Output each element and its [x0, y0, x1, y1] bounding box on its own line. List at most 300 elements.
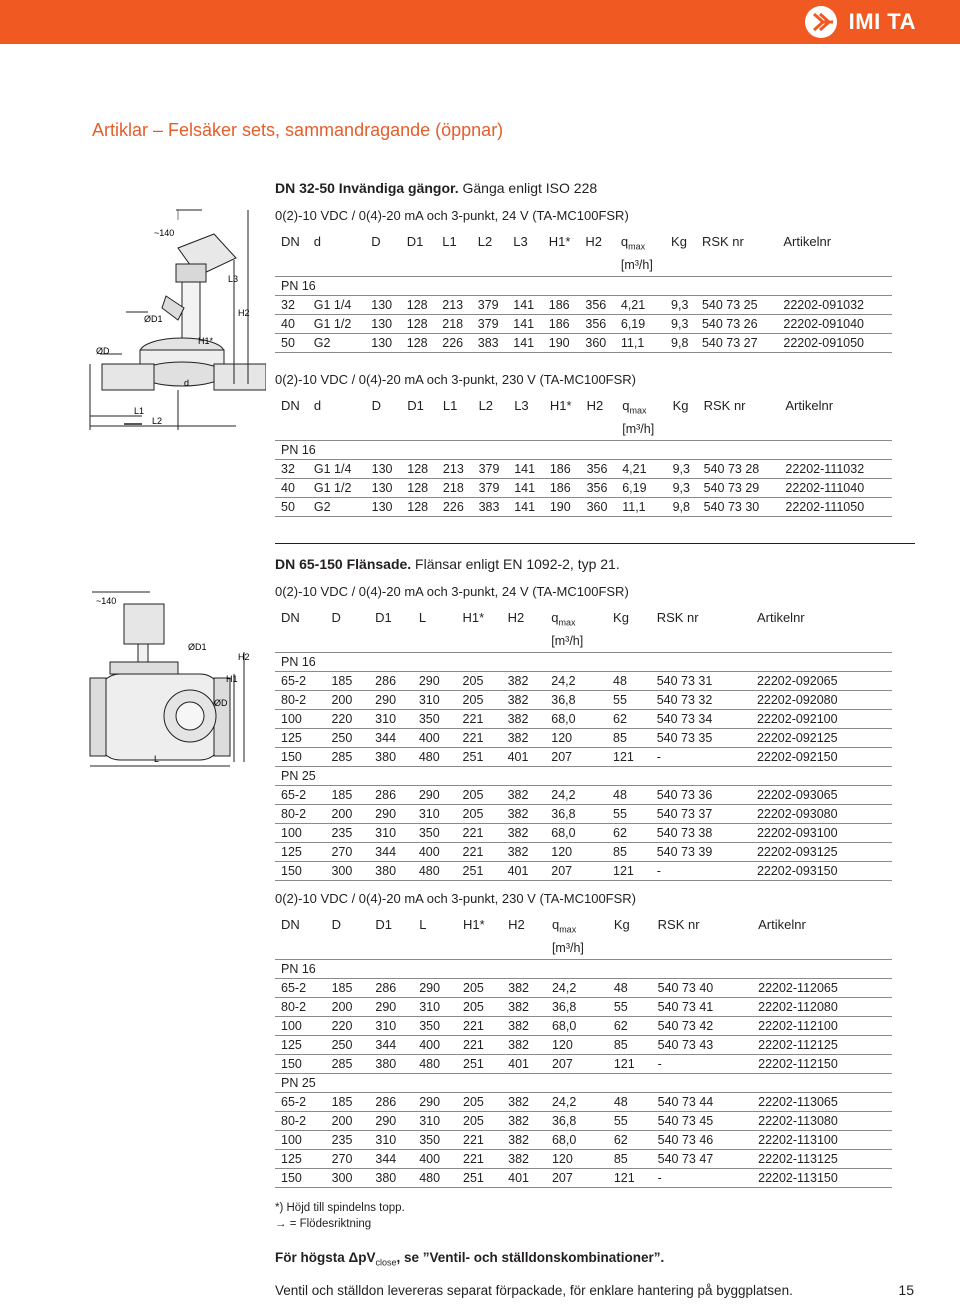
table-cell: 540 73 39	[651, 842, 751, 861]
table-cell: 480	[413, 861, 457, 880]
spec-table-threaded-24v	[275, 233, 892, 353]
column-header: H1*	[548, 234, 571, 249]
table-cell: 383	[473, 497, 509, 516]
table-row	[275, 804, 892, 823]
table-cell: 382	[502, 690, 546, 709]
column-header: L1	[442, 398, 458, 413]
table-cell: 401	[502, 861, 546, 880]
table-cell: 220	[326, 1016, 370, 1035]
table-cell: 380	[369, 1168, 413, 1187]
table-cell: 62	[607, 823, 651, 842]
column-header: Artikelnr	[758, 917, 806, 932]
table-cell: 85	[607, 842, 651, 861]
pressure-class-row	[275, 276, 892, 295]
table-cell: 68,0	[545, 709, 607, 728]
table-cell: 22202-113150	[752, 1168, 892, 1187]
table-cell: 226	[437, 497, 473, 516]
table-cell: 130	[365, 314, 401, 333]
table-cell: 6,19	[615, 314, 665, 333]
table-cell: 400	[413, 842, 457, 861]
table-cell: 22202-112150	[752, 1054, 892, 1073]
table-cell: 401	[502, 1168, 546, 1187]
table-cell: 379	[472, 314, 508, 333]
table-cell: 380	[369, 861, 413, 880]
table-cell: 221	[457, 709, 502, 728]
table-row	[275, 861, 892, 880]
table-cell: 221	[457, 1016, 502, 1035]
column-header: Kg	[671, 234, 687, 249]
table-cell: 382	[502, 823, 546, 842]
table-cell: 207	[545, 861, 607, 880]
table-cell: 55	[608, 1111, 652, 1130]
table-cell: 186	[544, 478, 581, 497]
section-flanged-title: DN 65-150 Flänsade. Flänsar enligt EN 1092-2, typ 21.	[275, 556, 620, 572]
column-header: DN	[281, 234, 300, 249]
table-cell: 9,3	[667, 478, 698, 497]
dim-label-od: ØD	[96, 346, 110, 356]
table-cell: 290	[413, 978, 457, 997]
table-cell: 22202-093080	[751, 804, 892, 823]
dim-label-140: ~140	[154, 228, 175, 238]
table-cell: 540 73 29	[698, 478, 780, 497]
table-cell: 205	[457, 690, 502, 709]
table-cell: 120	[546, 1149, 608, 1168]
table-cell: 4,21	[615, 295, 665, 314]
table-cell: 400	[413, 728, 457, 747]
table-row	[275, 785, 892, 804]
table-cell: 310	[369, 1016, 413, 1035]
table-row	[275, 333, 892, 352]
table-cell: 401	[502, 1054, 546, 1073]
table-cell: 125	[275, 728, 325, 747]
pressure-class-row	[275, 440, 892, 459]
table-cell: 24,2	[546, 978, 608, 997]
table-cell: 221	[457, 842, 502, 861]
table-cell: 382	[502, 1149, 546, 1168]
table-cell: 121	[607, 747, 651, 766]
table-cell: 68,0	[546, 1016, 608, 1035]
table-cell: 200	[326, 1111, 370, 1130]
dim-label-h1: H1*	[198, 336, 214, 346]
page-title: Artiklar – Felsäker sets, sammandragande (öppnar)	[92, 120, 504, 140]
column-header: Artikelnr	[756, 610, 805, 625]
table-cell: 540 73 28	[698, 459, 780, 478]
table-cell: 290	[413, 785, 457, 804]
table-cell: 55	[608, 997, 652, 1016]
table-cell: 85	[608, 1149, 652, 1168]
column-header: D1	[375, 610, 392, 625]
table-cell: 32	[275, 295, 308, 314]
pressure-class-label: PN 16	[275, 959, 892, 978]
brand-logo	[805, 4, 916, 40]
table-cell: 250	[326, 1035, 370, 1054]
table-cell: 205	[457, 804, 502, 823]
table-cell: 6,19	[616, 478, 666, 497]
table-cell: 141	[507, 295, 543, 314]
table-cell: 22202-093100	[751, 823, 892, 842]
table-cell: 226	[436, 333, 472, 352]
table-cell: 128	[401, 478, 437, 497]
table-row	[275, 997, 892, 1016]
table-cell: 382	[502, 785, 546, 804]
table-cell: 100	[275, 709, 325, 728]
table-cell: 65-2	[275, 671, 325, 690]
table-row	[275, 295, 892, 314]
column-header: DN	[281, 917, 300, 932]
section-threaded	[275, 180, 915, 353]
table-row	[275, 842, 892, 861]
table-cell: 207	[546, 1168, 608, 1187]
table-cell: 382	[502, 978, 546, 997]
dim-label-l1: L1	[134, 406, 145, 416]
table-cell: 310	[413, 690, 457, 709]
table-cell: 48	[607, 671, 651, 690]
table-cell: 382	[502, 1016, 546, 1035]
table-cell: 286	[369, 1092, 413, 1111]
table-row	[275, 1130, 892, 1149]
table-cell: 205	[457, 785, 502, 804]
table-cell: 24,2	[546, 1092, 608, 1111]
table-row	[275, 709, 892, 728]
spec-table-threaded-230v	[275, 397, 892, 517]
column-header: D1	[406, 234, 424, 249]
table-cell: 40	[275, 314, 308, 333]
delivery-note: Ventil och ställdon levereras separat förpackade, för enklare hantering på byggplatsen.	[275, 1283, 793, 1298]
table-cell: 382	[502, 1130, 546, 1149]
table-cell: 100	[275, 1130, 326, 1149]
table-row	[275, 497, 892, 516]
table-cell: 205	[457, 978, 502, 997]
table-cell: 207	[546, 1054, 608, 1073]
dim-label-l: L	[154, 754, 160, 764]
table-cell: 150	[275, 861, 325, 880]
table-cell: 221	[457, 1035, 502, 1054]
table-cell: 125	[275, 1149, 326, 1168]
table-row	[275, 478, 892, 497]
table-cell: 380	[369, 747, 413, 766]
table-cell: 100	[275, 823, 325, 842]
table-row	[275, 1035, 892, 1054]
table-cell: 80-2	[275, 997, 326, 1016]
section-threaded-230v	[275, 372, 915, 517]
table-cell: 540 73 46	[652, 1130, 752, 1149]
table-cell: 50	[275, 497, 308, 516]
table-cell: 270	[325, 842, 369, 861]
table-cell: 356	[579, 314, 615, 333]
table-row	[275, 1149, 892, 1168]
table-row	[275, 1016, 892, 1035]
table-cell: -	[652, 1168, 752, 1187]
section-flanged	[275, 556, 915, 881]
table-cell: 128	[401, 459, 437, 478]
table-cell: 48	[607, 785, 651, 804]
table-cell: 221	[457, 823, 502, 842]
column-header: H2	[508, 917, 525, 932]
table-cell: 235	[325, 823, 369, 842]
table-cell: G1 1/2	[308, 478, 366, 497]
column-header: RSK nr	[703, 398, 746, 413]
table-cell: 383	[472, 333, 508, 352]
column-header: D	[371, 234, 381, 249]
table-cell: 62	[608, 1016, 652, 1035]
table-cell: 200	[325, 690, 369, 709]
table-cell: 24,2	[545, 671, 607, 690]
column-header: L1	[442, 234, 457, 249]
table-cell: 9,8	[667, 497, 698, 516]
table-cell: 540 73 31	[651, 671, 751, 690]
pressure-class-row	[275, 959, 892, 978]
table-row	[275, 459, 892, 478]
table-cell: 310	[369, 709, 413, 728]
table-cell: 310	[413, 997, 457, 1016]
table-cell: 221	[457, 728, 502, 747]
table-cell: 382	[502, 671, 546, 690]
table-cell: 22202-091050	[777, 333, 892, 352]
column-header: L	[419, 917, 427, 932]
table-cell: 540 73 32	[651, 690, 751, 709]
table-cell: 55	[607, 690, 651, 709]
table-cell: 540 73 25	[696, 295, 777, 314]
table-cell: 125	[275, 1035, 326, 1054]
table-row	[275, 1168, 892, 1187]
column-header: D1	[407, 398, 424, 413]
table-cell: 22202-093150	[751, 861, 892, 880]
dim-label-l2: L2	[152, 416, 163, 426]
table-cell: 186	[543, 295, 580, 314]
table-cell: 150	[275, 1168, 326, 1187]
column-header: H2	[586, 398, 604, 413]
column-header: Kg	[672, 398, 689, 413]
table-cell: 141	[507, 314, 543, 333]
table-cell: 360	[581, 497, 617, 516]
table-cell: 400	[413, 1149, 457, 1168]
table-cell: 379	[473, 459, 509, 478]
table-cell: 200	[325, 804, 369, 823]
table-cell: 48	[608, 978, 652, 997]
table-cell: 120	[545, 728, 607, 747]
column-header: Kg	[613, 917, 630, 932]
table-cell: 218	[436, 314, 472, 333]
column-header: D	[371, 398, 382, 413]
pressure-class-label: PN 25	[275, 1073, 892, 1092]
table-cell: 62	[608, 1130, 652, 1149]
table-row	[275, 314, 892, 333]
table-cell: 382	[502, 842, 546, 861]
column-header: L3	[513, 234, 528, 249]
table-cell: 190	[543, 333, 580, 352]
dim-label-od: ØD	[214, 698, 228, 708]
table-cell: 250	[325, 728, 369, 747]
table-cell: 22202-092065	[751, 671, 892, 690]
table-cell: 286	[369, 978, 413, 997]
arrow-right-icon: →	[275, 1218, 287, 1230]
table-cell: 150	[275, 1054, 326, 1073]
column-header: DN	[281, 610, 300, 625]
table-header-row	[275, 233, 892, 276]
table-cell: 65-2	[275, 978, 326, 997]
column-header: L	[418, 610, 427, 625]
table-cell: 22202-092150	[751, 747, 892, 766]
table-row	[275, 671, 892, 690]
table-cell: 540 73 37	[651, 804, 751, 823]
table-cell: 540 73 26	[696, 314, 777, 333]
dim-label-od1: ØD1	[144, 314, 163, 324]
column-header: L3	[514, 398, 529, 413]
table-cell: G1 1/4	[308, 295, 366, 314]
pressure-class-row	[275, 1073, 892, 1092]
column-header: H1*	[549, 398, 572, 413]
table-cell: 185	[325, 671, 369, 690]
table-cell: 85	[608, 1035, 652, 1054]
table-cell: 128	[401, 314, 437, 333]
column-header: d	[313, 234, 321, 249]
column-header: RSK nr	[656, 610, 699, 625]
column-header: d	[313, 398, 322, 413]
page-number: 15	[898, 1282, 914, 1298]
section-divider	[275, 543, 915, 544]
table-cell: 130	[365, 295, 401, 314]
table-row	[275, 1111, 892, 1130]
table-cell: 55	[607, 804, 651, 823]
table-cell: 540 73 30	[698, 497, 780, 516]
table-cell: 22202-113100	[752, 1130, 892, 1149]
table-subtitle-230v: 0(2)-10 VDC / 0(4)-20 mA och 3-punkt, 230 V (TA-MC100FSR)	[275, 891, 636, 906]
table-cell: 382	[502, 804, 546, 823]
table-cell: 22202-091040	[777, 314, 892, 333]
table-cell: 400	[413, 1035, 457, 1054]
table-cell: 9,3	[665, 295, 696, 314]
table-subtitle-24v: 0(2)-10 VDC / 0(4)-20 mA och 3-punkt, 24 V (TA-MC100FSR)	[275, 584, 629, 599]
column-header: D1	[375, 917, 393, 932]
table-cell: 65-2	[275, 785, 325, 804]
table-cell: 121	[608, 1168, 652, 1187]
dim-label-140: ~140	[96, 596, 117, 606]
pressure-class-label: PN 16	[275, 440, 892, 459]
table-cell: 382	[502, 709, 546, 728]
threaded-valve-drawing	[86, 204, 266, 436]
column-header: H1*	[462, 610, 485, 625]
table-row	[275, 1092, 892, 1111]
column-header: $q_{max}$ [m³/h]	[551, 917, 584, 955]
table-cell: 310	[369, 823, 413, 842]
table-row	[275, 747, 892, 766]
table-cell: 285	[325, 747, 369, 766]
table-cell: 540 73 42	[652, 1016, 752, 1035]
table-cell: 300	[326, 1168, 370, 1187]
column-header: DN	[281, 398, 300, 413]
column-header: H1*	[463, 917, 485, 932]
table-cell: 190	[544, 497, 581, 516]
column-header: RSK nr	[701, 234, 744, 249]
table-cell: 220	[325, 709, 369, 728]
column-header: $q_{max}$ [m³/h]	[622, 398, 655, 436]
table-cell: 401	[502, 747, 546, 766]
column-header: Artikelnr	[785, 398, 834, 413]
dim-label-h2: H2	[238, 652, 250, 662]
pressure-class-label: PN 16	[275, 276, 892, 295]
table-cell: 310	[369, 1130, 413, 1149]
table-cell: 213	[436, 295, 472, 314]
combination-callout: För högsta ΔpV$_{close}$, se ”Ventil- och ställdonskombinationer”.	[275, 1250, 665, 1268]
table-cell: 344	[369, 728, 413, 747]
table-cell: 36,8	[545, 690, 607, 709]
footnote-asterisk: *) Höjd till spindelns topp.	[275, 1202, 405, 1214]
table-cell: 68,0	[545, 823, 607, 842]
table-cell: 540 73 35	[651, 728, 751, 747]
column-header: $q_{max}$ [m³/h]	[551, 610, 584, 648]
table-cell: 32	[275, 459, 308, 478]
column-header: H2	[585, 234, 602, 249]
table-cell: 540 73 43	[652, 1035, 752, 1054]
table-cell: 360	[579, 333, 615, 352]
table-cell: 9,3	[667, 459, 698, 478]
table-cell: 4,21	[616, 459, 666, 478]
table-cell: 344	[369, 842, 413, 861]
table-row	[275, 1054, 892, 1073]
table-cell: 80-2	[275, 1111, 326, 1130]
table-cell: 22202-093125	[751, 842, 892, 861]
table-subtitle-24v: 0(2)-10 VDC / 0(4)-20 mA och 3-punkt, 24 V (TA-MC100FSR)	[275, 208, 629, 223]
table-cell: 120	[546, 1035, 608, 1054]
table-cell: 205	[457, 1111, 502, 1130]
table-cell: 290	[369, 804, 413, 823]
table-cell: 141	[508, 478, 544, 497]
table-cell: G2	[308, 497, 366, 516]
column-header: H2	[507, 610, 525, 625]
brand-header-bar	[0, 0, 960, 44]
table-cell: 80-2	[275, 690, 325, 709]
table-cell: 22202-092100	[751, 709, 892, 728]
table-cell: 540 73 36	[651, 785, 751, 804]
table-cell: 36,8	[545, 804, 607, 823]
table-cell: 310	[413, 804, 457, 823]
table-cell: 22202-112065	[752, 978, 892, 997]
table-cell: 141	[508, 459, 544, 478]
table-cell: 185	[326, 1092, 370, 1111]
table-cell: 350	[413, 823, 457, 842]
table-cell: 185	[325, 785, 369, 804]
table-cell: 480	[413, 747, 457, 766]
table-header-row	[275, 916, 892, 959]
flanged-valve-drawing	[86, 590, 266, 770]
table-cell: 205	[457, 997, 502, 1016]
table-cell: 141	[507, 333, 543, 352]
table-cell: 121	[607, 861, 651, 880]
table-cell: -	[651, 861, 751, 880]
table-cell: 186	[543, 314, 580, 333]
table-cell: 251	[457, 1054, 502, 1073]
table-cell: 540 73 41	[652, 997, 752, 1016]
table-cell: 382	[502, 1035, 546, 1054]
table-cell: 480	[413, 1168, 457, 1187]
table-cell: 22202-093065	[751, 785, 892, 804]
table-row	[275, 690, 892, 709]
imi-logo-icon	[805, 6, 837, 38]
table-cell: 36,8	[546, 1111, 608, 1130]
table-cell: 251	[457, 747, 502, 766]
table-cell: 36,8	[546, 997, 608, 1016]
table-cell: 310	[413, 1111, 457, 1130]
table-cell: 540 73 34	[651, 709, 751, 728]
column-header: D	[331, 610, 341, 625]
table-cell: 251	[457, 861, 502, 880]
table-cell: 22202-113065	[752, 1092, 892, 1111]
table-cell: 350	[413, 1016, 457, 1035]
table-cell: 290	[413, 671, 457, 690]
table-cell: 218	[437, 478, 473, 497]
table-cell: 22202-111032	[779, 459, 892, 478]
table-cell: 382	[502, 1111, 546, 1130]
